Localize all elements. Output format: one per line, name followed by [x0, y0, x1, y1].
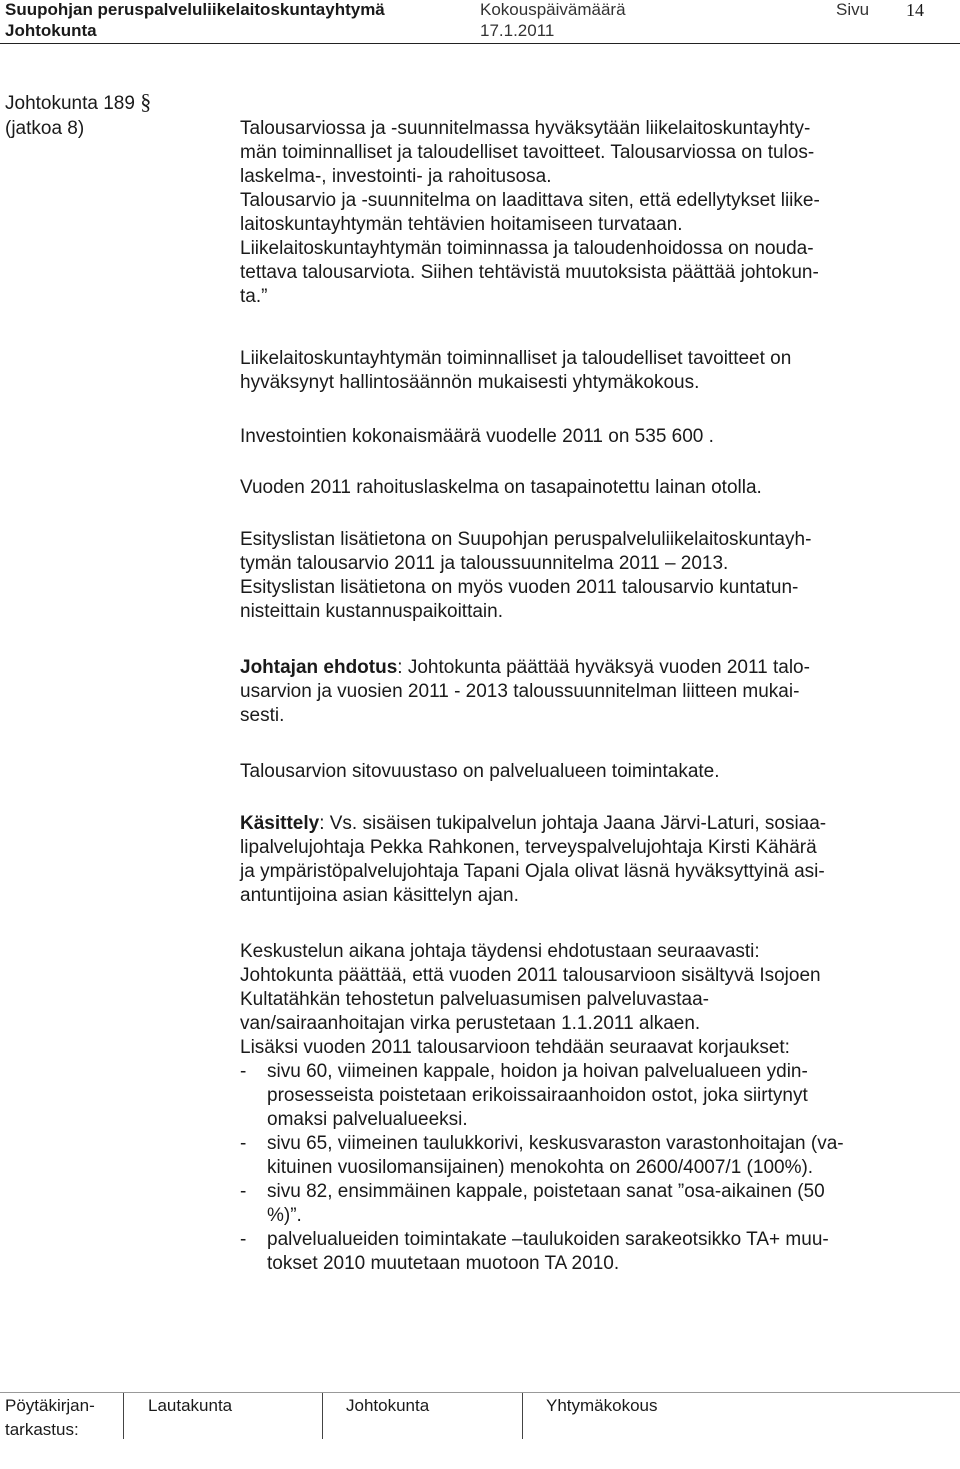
text-line: kituinen vuosilomansijainen) menokohta on 2600/4007/1 (100%).: [267, 1157, 814, 1178]
text-line: män toiminnalliset ja taloudelliset tavoitteet. Talousarviossa on tulos-: [240, 142, 815, 163]
text-line: Keskustelun aikana johtaja täydensi ehdotustaan seuraavasti:: [240, 941, 760, 962]
proposal-label: Johtajan ehdotus: [240, 657, 398, 678]
text-line: ta.”: [240, 286, 268, 307]
text-line: [240, 656, 940, 680]
text-line: tettava talousarviota. Siihen tehtävistä muutoksista päättää johtokun-: [240, 262, 819, 283]
text-line: nisteittain kustannuspaikoittain.: [240, 601, 503, 622]
list-item: [240, 1180, 940, 1228]
text-line: sivu 65, viimeinen taulukkorivi, keskusvaraston varastonhoitajan (va-: [267, 1133, 844, 1154]
paragraph-binding-level: [240, 760, 940, 784]
text-line: palvelualueiden toimintakate –taulukoiden sarakeotsikko TA+ muu-: [267, 1229, 829, 1250]
text-line: Johtokunta päättää, että vuoden 2011 talousarvioon sisältyvä Isojoen: [240, 965, 821, 986]
text-line: Esityslistan lisätietona on Suupohjan peruspalveluliikelaitoskuntayh-: [240, 529, 812, 550]
list-dash: -: [240, 1181, 247, 1202]
text-line: omaksi palvelualueeksi.: [267, 1109, 468, 1130]
text-line: sivu 60, viimeinen kappale, hoidon ja hoivan palvelualueen ydin-: [267, 1061, 808, 1082]
text-line: Talousarviossa ja -suunnitelmassa hyväksytään liikelaitoskuntayhty-: [240, 118, 811, 139]
text-line: tymän talousarvio 2011 ja taloussuunnitelma 2011 – 2013.: [240, 553, 729, 574]
header-organization: Suupohjan peruspalveluliikelaitoskuntayhtymä: [5, 0, 385, 19]
text-line: usarvion ja vuosien 2011 - 2013 taloussuunnitelman liitteen mukai-: [240, 681, 800, 702]
text-line: ja ympäristöpalvelujohtaja Tapani Ojala olivat läsnä hyväksyttyinä asi-: [240, 861, 825, 882]
text-line: %)”.: [267, 1205, 302, 1226]
text-line: Talousarvion sitovuustaso on palvelualueen toimintakate.: [240, 761, 720, 782]
text-line: Liikelaitoskuntayhtymän toiminnassa ja taloudenhoidossa on nouda-: [240, 238, 814, 259]
text-line: lipalvelujohtaja Pekka Rahkonen, terveyspalvelujohtaja Kirsti Kähärä: [240, 837, 817, 858]
text-line: Kultatähkän tehostetun palveluasumisen palveluvastaa-: [240, 989, 709, 1010]
section-heading-text: Johtokunta 189: [5, 93, 135, 114]
header-body: Johtokunta: [5, 21, 97, 40]
text-line: Vuoden 2011 rahoituslaskelma on tasapainotettu lainan otolla.: [240, 477, 762, 498]
footer-board: Lautakunta: [148, 1396, 233, 1415]
footer-separator: [123, 1393, 124, 1439]
processing-colon: :: [319, 813, 325, 834]
paragraph-processing: [240, 812, 940, 908]
text-line: laskelma-, investointi- ja rahoitusosa.: [240, 166, 552, 187]
header-rule: [0, 43, 960, 44]
paragraph-goals-approved: [240, 347, 940, 395]
footer-rule: [0, 1392, 960, 1393]
text-line: [240, 812, 940, 836]
proposal-text: Johtokunta päättää hyväksyä vuoden 2011 talo-: [402, 657, 810, 678]
list-item: [240, 1132, 940, 1180]
list-dash: -: [240, 1061, 247, 1082]
processing-label: Käsittely: [240, 813, 320, 834]
list-dash: -: [240, 1133, 247, 1154]
section-sign: §: [140, 89, 152, 114]
text-line: Lisäksi vuoden 2011 talousarvioon tehdään seuraavat korjaukset:: [240, 1037, 790, 1058]
text-line: Liikelaitoskuntayhtymän toiminnalliset ja taloudelliset tavoitteet on: [240, 348, 792, 369]
processing-text: Vs. sisäisen tukipalvelun johtaja Jaana Järvi-Laturi, sosiaa-: [324, 813, 827, 834]
header-meeting-date: 17.1.2011: [480, 21, 555, 40]
text-line: Esityslistan lisätietona on myös vuoden 2011 talousarvio kuntatun-: [240, 577, 799, 598]
footer-separator: [522, 1393, 523, 1439]
paragraph-quote: [240, 117, 940, 309]
header-page-label: Sivu: [836, 0, 870, 19]
section-heading: [5, 90, 151, 116]
text-line: hyväksynyt hallintosäännön mukaisesti yhtymäkokous.: [240, 372, 700, 393]
text-line: sivu 82, ensimmäinen kappale, poistetaan sanat ”osa-aikainen (50: [267, 1181, 825, 1202]
text-line: laitoskuntayhtymän tehtävien hoitamiseen turvataan.: [240, 214, 683, 235]
text-line: Investointien kokonaismäärä vuodelle 2011 on 535 600 .: [240, 426, 714, 447]
text-line: prosesseista poistetaan erikoissairaanhoidon ostot, joka siirtynyt: [267, 1085, 808, 1106]
paragraph-attachments: [240, 528, 940, 624]
header-meeting-date-label: Kokouspäivämäärä: [480, 0, 626, 19]
text-line: antuntijoina asian käsittelyn ajan.: [240, 885, 519, 906]
paragraph-discussion: [240, 940, 940, 1276]
text-line: tokset 2010 muutetaan muotoon TA 2010.: [267, 1253, 620, 1274]
text-line: van/sairaanhoitajan virka perustetaan 1.1.2011 alkaen.: [240, 1013, 701, 1034]
paragraph-financing: [240, 476, 940, 500]
section-continued: (jatkoa 8): [5, 118, 85, 139]
footer-assembly: Yhtymäkokous: [546, 1396, 658, 1415]
paragraph-investments: [240, 425, 940, 449]
list-item: [240, 1228, 940, 1276]
paragraph-proposal: [240, 656, 940, 728]
footer-review-line2: tarkastus:: [5, 1420, 79, 1439]
header-page-number: 14: [906, 0, 924, 20]
list-dash: -: [240, 1229, 247, 1250]
proposal-colon: :: [397, 657, 403, 678]
footer-review-line1: Pöytäkirjan-: [5, 1396, 95, 1415]
text-line: sesti.: [240, 705, 285, 726]
list-item: [240, 1060, 940, 1132]
footer-executive-board: Johtokunta: [346, 1396, 430, 1415]
footer-review-label: [5, 1394, 95, 1442]
footer-separator: [322, 1393, 323, 1439]
text-line: Talousarvio ja -suunnitelma on laadittava siten, että edellytykset liike-: [240, 190, 820, 211]
